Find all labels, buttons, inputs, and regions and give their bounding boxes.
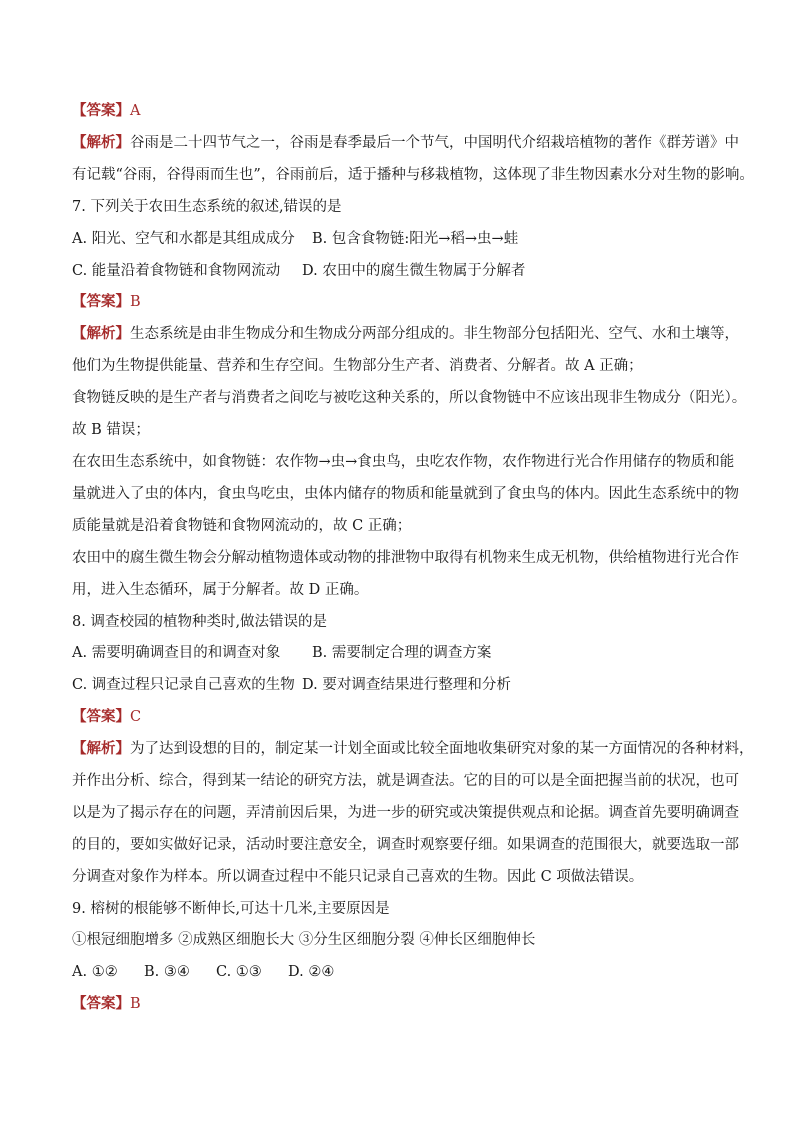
q7-analysis-line: 故 B 错误； bbox=[72, 422, 150, 438]
analysis-text: 谷雨是二十四节气之一，谷雨是春季最后一个节气，中国明代介绍栽培植物的著作《群芳谱》中 bbox=[130, 135, 739, 151]
q7-options-row bbox=[72, 229, 518, 249]
q7-analysis-line: 量就进入了虫的体内，食虫鸟吃虫，虫体内储存的物质和能量就到了食虫鸟的体内。因此生态系统中的物 bbox=[72, 486, 739, 502]
q7-analysis-line: 用，进入生态循环，属于分解者。故 D 正确。 bbox=[72, 582, 369, 598]
option-d: D. ②④ bbox=[288, 964, 335, 980]
analysis-tag: 【解析】 bbox=[72, 325, 130, 342]
q7-answer bbox=[72, 292, 141, 312]
q7-analysis-line: 他们为生物提供能量、营养和生存空间。生物部分生产者、消费者、分解者。故 A 正确； bbox=[72, 358, 643, 374]
option-b: B. 包含食物链:阳光→稻→虫→蛙 bbox=[312, 231, 519, 247]
option-a: A. ①② bbox=[72, 964, 118, 980]
answer-value: C bbox=[130, 709, 142, 725]
q8-analysis-line bbox=[72, 739, 754, 759]
q9-stem: 9. 榕树的根能够不断伸长,可达十几米,主要原因是 bbox=[72, 901, 390, 917]
q9-statements: ①根冠细胞增多 ②成熟区细胞长大 ③分生区细胞分裂 ④伸长区细胞伸长 bbox=[72, 932, 536, 948]
q7-analysis-line: 食物链反映的是生产者与消费者之间吃与被吃这种关系的，所以食物链中不应该出现非生物成分（阳光）。 bbox=[72, 390, 747, 406]
option-c: C. ①③ bbox=[216, 964, 262, 980]
q7-stem: 7. 下列关于农田生态系统的叙述,错误的是 bbox=[72, 199, 342, 215]
q9-answer bbox=[72, 994, 141, 1014]
q8-analysis-line: 分调查对象作为样本。所以调查过程中不能只记录自己喜欢的生物。因此 C 项做法错误。 bbox=[72, 869, 644, 885]
q8-stem: 8. 调查校园的植物种类时,做法错误的是 bbox=[72, 614, 328, 630]
option-a: A. 需要明确调查目的和调查对象 bbox=[72, 645, 281, 661]
answer-tag: 【答案】 bbox=[72, 102, 130, 119]
q7-options-row bbox=[72, 261, 525, 281]
analysis-text: 生态系统是由非生物成分和生物成分两部分组成的。非生物部分包括阳光、空气、水和土壤等， bbox=[130, 326, 739, 342]
q6-analysis-line: 有记载“谷雨，谷得雨而生也”，谷雨前后，适于播种与移栽植物，这体现了非生物因素水分对生物的影响。 bbox=[72, 167, 754, 183]
answer-tag: 【答案】 bbox=[72, 293, 130, 310]
analysis-tag: 【解析】 bbox=[72, 740, 130, 757]
option-d: D. 农田中的腐生微生物属于分解者 bbox=[302, 263, 526, 279]
answer-value: B bbox=[130, 996, 141, 1012]
q7-analysis-line: 质能量就是沿着食物链和食物网流动的，故 C 正确； bbox=[72, 518, 412, 534]
option-d: D. 要对调查结果进行整理和分析 bbox=[302, 677, 511, 693]
option-b: B. ③④ bbox=[144, 964, 190, 980]
q8-options-row bbox=[72, 675, 511, 695]
q6-answer bbox=[72, 101, 140, 121]
q8-answer bbox=[72, 707, 141, 727]
q6-analysis-line bbox=[72, 133, 739, 153]
q7-analysis-line: 在农田生态系统中，如食物链：农作物→虫→食虫鸟，虫吃农作物，农作物进行光合作用储存的物质和能 bbox=[72, 454, 735, 470]
q8-analysis-line: 并作出分析、综合，得到某一结论的研究方法，就是调查法。它的目的可以是全面把握当前的状况，也可 bbox=[72, 773, 739, 789]
analysis-tag: 【解析】 bbox=[72, 134, 130, 151]
q8-analysis-line: 的目的，要如实做好记录，活动时要注意安全，调查时观察要仔细。如果调查的范围很大，就要选取一部 bbox=[72, 837, 739, 853]
analysis-text: 为了达到设想的目的，制定某一计划全面或比较全面地收集研究对象的某一方面情况的各种材料， bbox=[130, 741, 754, 757]
answer-tag: 【答案】 bbox=[72, 995, 130, 1012]
option-a: A. 阳光、空气和水都是其组成成分 bbox=[72, 231, 295, 247]
q8-options-row bbox=[72, 643, 491, 663]
q8-analysis-line: 以是为了揭示存在的问题，弄清前因后果，为进一步的研究或决策提供观点和论据。调查首先要明确调查 bbox=[72, 805, 739, 821]
option-c: C. 能量沿着食物链和食物网流动 bbox=[72, 263, 281, 279]
q7-analysis-line: 农田中的腐生微生物会分解动植物遗体或动物的排泄物中取得有机物来生成无机物，供给植物进行光合作 bbox=[72, 550, 739, 566]
q9-options-row bbox=[72, 962, 334, 982]
answer-value: B bbox=[130, 294, 141, 310]
answer-value: A bbox=[130, 103, 141, 119]
option-b: B. 需要制定合理的调查方案 bbox=[312, 645, 492, 661]
option-c: C. 调查过程只记录自己喜欢的生物 bbox=[72, 677, 295, 693]
q7-analysis-line bbox=[72, 324, 739, 344]
answer-tag: 【答案】 bbox=[72, 708, 130, 725]
